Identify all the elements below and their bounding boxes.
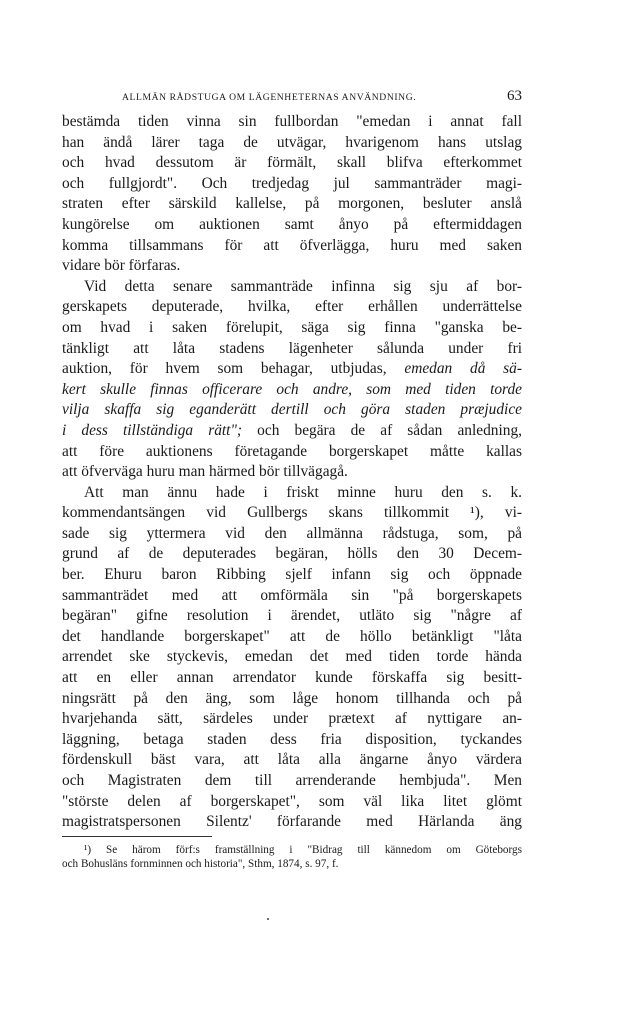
text-line: sade sig yttermera vid den allmänna rådstuga, som, på bbox=[62, 524, 522, 542]
text-line: kommendantsängen vid Gullbergs skans tillkommit ¹), vi- bbox=[62, 504, 522, 522]
text-line: vidare bör förfaras. bbox=[62, 257, 181, 275]
footnote-line: och Bohusläns fornminnen och historia", Sthm, 1874, s. 97, f. bbox=[62, 858, 339, 871]
text-line: han ändå lärer taga de utvägar, hvarigenom hans utslag bbox=[62, 133, 522, 151]
text-line: arrendet ske styckevis, emedan det med tiden torde hända bbox=[62, 648, 522, 666]
text-line: att före auktionens företagande borgerskapet måtte kallas bbox=[62, 442, 522, 460]
text-line: kungörelse om auktionen samt ånyo på eftermiddagen bbox=[62, 215, 522, 233]
text-line bbox=[62, 400, 522, 421]
footnote-rule bbox=[62, 836, 212, 837]
footnote-line: ¹) Se härom förf:s framställning i "Bidrag till kännedom om Göteborgs bbox=[84, 843, 522, 856]
text-line: läggning, betaga staden dess fria disposition, tyckandes bbox=[62, 730, 522, 748]
text-line: fördenskull bäst vara, att låta alla ängarne ånyo värdera bbox=[62, 751, 522, 769]
text-line: "störste delen af borgerskapet", som väl lika litet glömt bbox=[62, 792, 522, 810]
text-line: komma tillsammans för att öfverlägga, huru med saken bbox=[62, 236, 522, 254]
italic-quote: emedan då sä- bbox=[404, 360, 522, 378]
text-line bbox=[62, 421, 522, 442]
text-line: tänkligt att låta stadens lägenheter sålunda under fri bbox=[62, 339, 522, 357]
text-line: straten efter särskild kallelse, på morgonen, besluter anslå bbox=[62, 195, 522, 213]
text-line: att öfverväga huru man härmed bör tillvägagå. bbox=[62, 463, 348, 481]
paragraph-start-line: Att man ännu hade i friskt minne huru den s. k. bbox=[84, 483, 522, 501]
text-line: ningsrätt på den äng, som låge honom tillhanda och på bbox=[62, 689, 522, 707]
page-header bbox=[62, 88, 522, 110]
text-line: och Magistraten dem till arrenderande hembjuda". Men bbox=[62, 772, 522, 789]
running-head: ALLMÄN RÅDSTUGA OM LÄGENHETERNAS ANVÄNDNING. bbox=[122, 92, 417, 103]
text-line bbox=[62, 359, 522, 380]
paragraph-start-line: Vid detta senare sammanträde infinna sig sju af bor- bbox=[84, 277, 522, 295]
page-speck bbox=[267, 918, 269, 920]
text-line: bestämda tiden vinna sin fullbordan "emedan i annat fall bbox=[62, 113, 522, 130]
text-line: grund af de deputerades begäran, hölls den 30 Decem- bbox=[62, 545, 522, 563]
text-segment: auktion, för hvem som behagar, utbjudas, bbox=[62, 360, 387, 378]
text-segment: och begära de af sådan anledning, bbox=[242, 421, 522, 439]
text-line: magistratspersonen Silentz' förfarande med Härlanda äng bbox=[62, 813, 522, 831]
text-line: sammanträdet med att omförmäla sin "på borgerskapets bbox=[62, 586, 522, 604]
text-line: och hvad dessutom är förmält, skall blifva efterkommet bbox=[62, 154, 522, 172]
text-line bbox=[62, 380, 522, 401]
text-line: gerskapets deputerade, hvilka, efter erhållen underrättelse bbox=[62, 298, 522, 316]
italic-quote: vilja skaffa sig eganderätt dertill och göra staden præjudice bbox=[62, 401, 522, 419]
text-line: att en eller annan arrendator kunde förskaffa sig besitt- bbox=[62, 669, 522, 687]
text-line: hvarjehanda sätt, särdeles under prætext af nyttigare an- bbox=[62, 710, 522, 728]
page-number: 63 bbox=[507, 88, 522, 104]
body-text bbox=[62, 112, 522, 833]
text-line: om hvad i saken förelupit, säga sig finna "ganska be- bbox=[62, 318, 522, 336]
footnote bbox=[62, 843, 522, 872]
book-page bbox=[62, 88, 522, 872]
italic-quote: kert skulle finnas officerare och andre, som med tiden torde bbox=[62, 380, 522, 398]
text-line: det handlande borgerskapet" att de höllo betänkligt "låta bbox=[62, 627, 522, 645]
text-line: och fullgjordt". Och tredjedag jul sammanträder magi- bbox=[62, 174, 522, 192]
text-line: ber. Ehuru baron Ribbing sjelf infann sig och öppnade bbox=[62, 566, 522, 584]
italic-quote: i dess tillständiga rätt"; bbox=[62, 421, 243, 439]
text-line: begäran" gifne resolution i ärendet, utläto sig "någre af bbox=[62, 607, 522, 625]
